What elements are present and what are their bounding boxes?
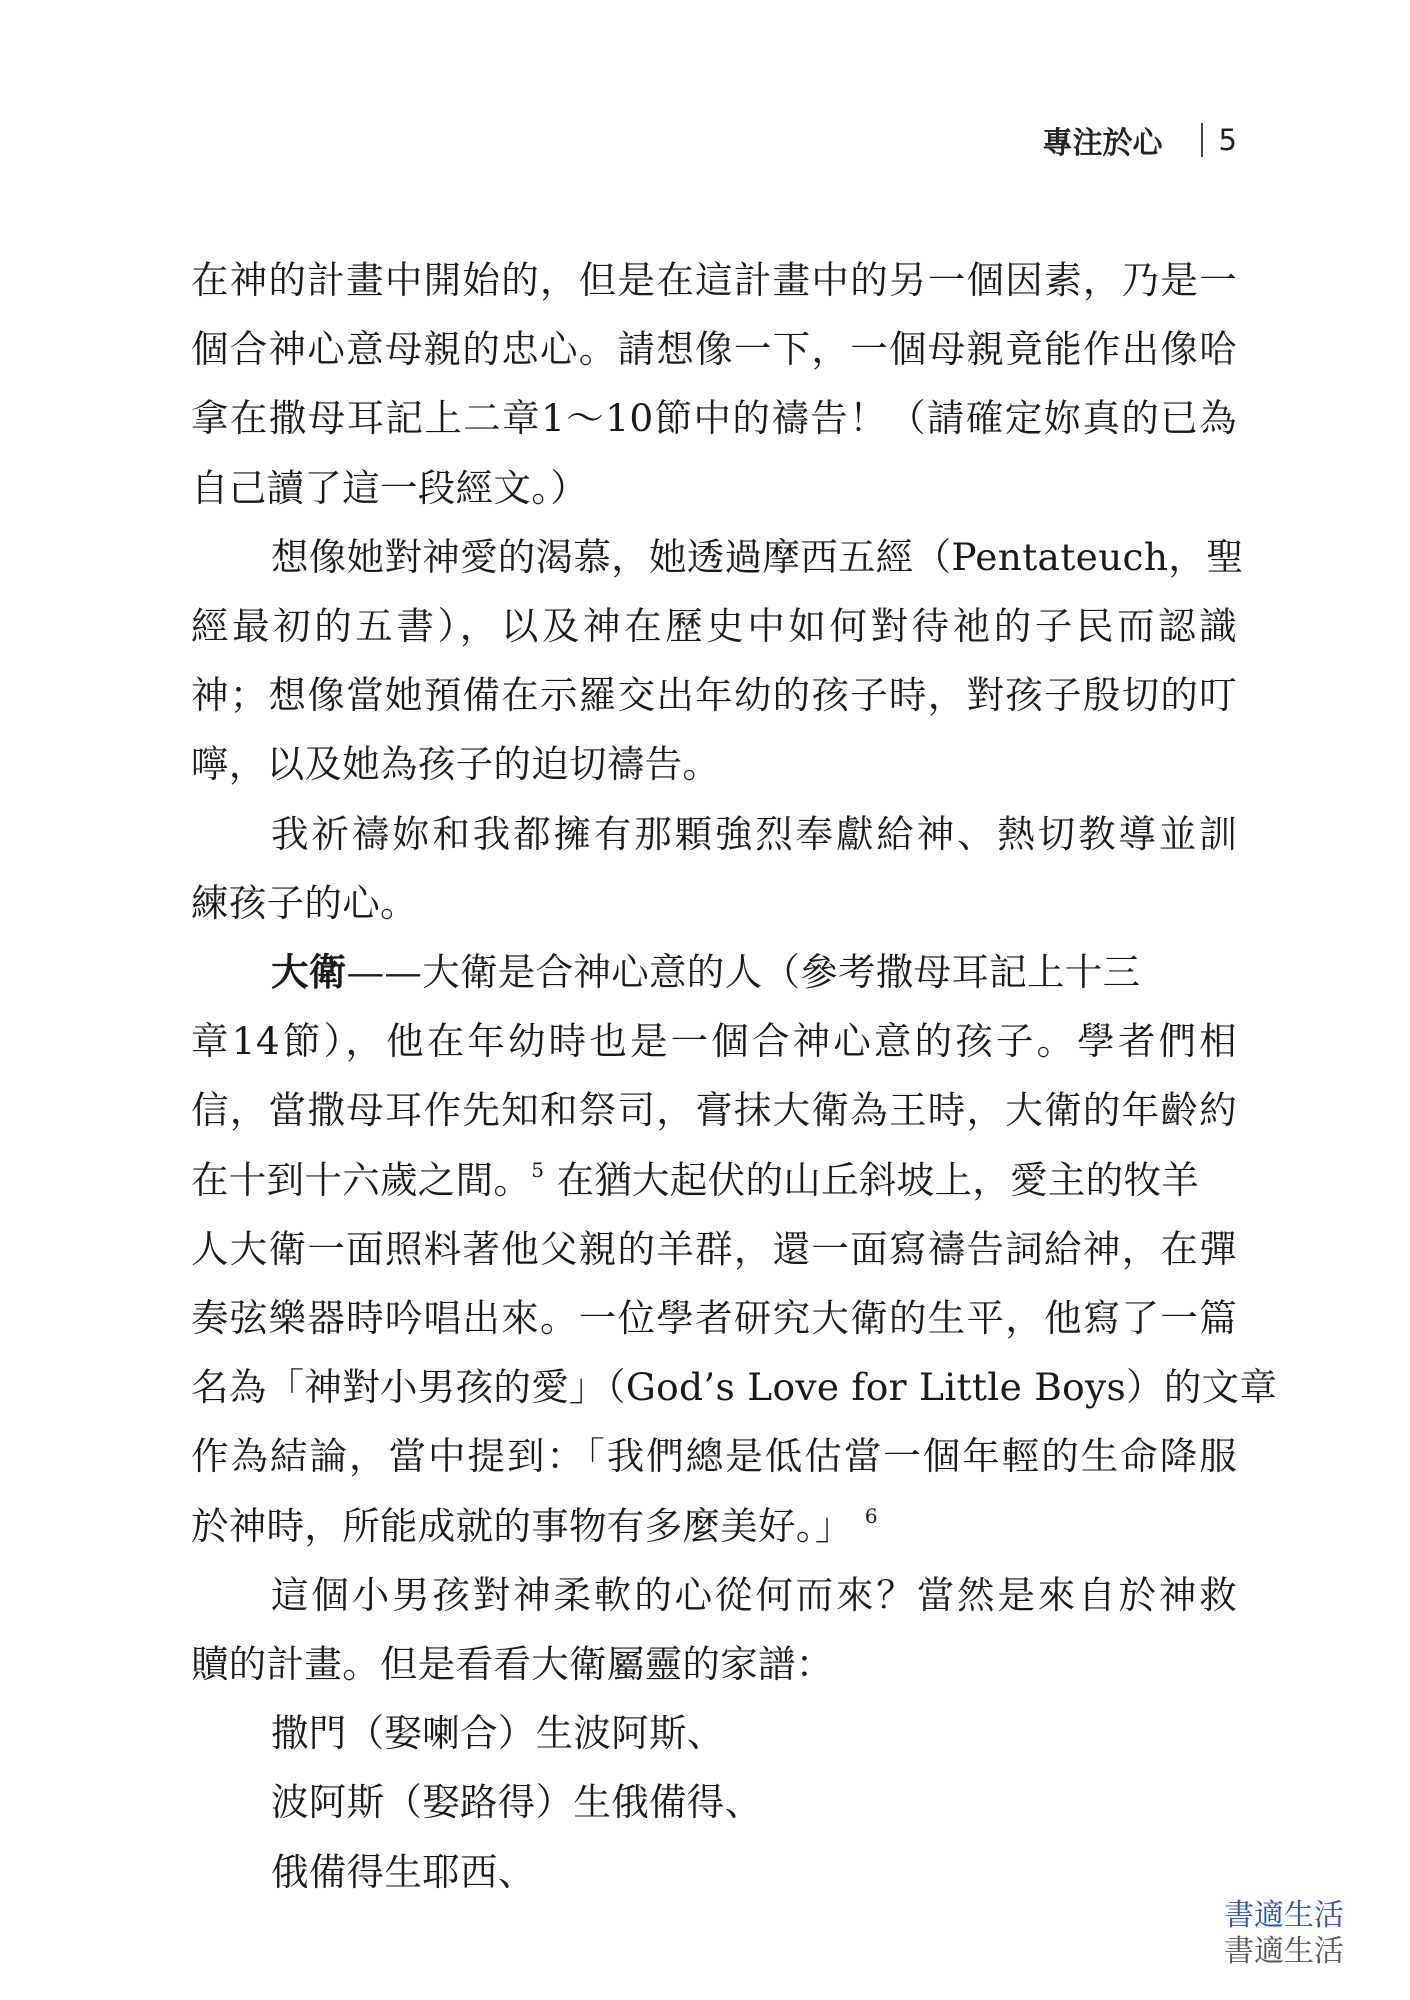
text-line: 經最初的五書），以及神在歷史中如何對待祂的子民而認識 bbox=[191, 604, 1237, 649]
paragraph-5 bbox=[191, 1561, 1237, 1699]
running-header bbox=[1043, 118, 1237, 162]
text-line: 這個小男孩對神柔軟的心從何而來？當然是來自於神救 bbox=[271, 1572, 1237, 1617]
text-line: 作為結論，當中提到：「我們總是低估當一個年輕的生命降服 bbox=[191, 1434, 1237, 1479]
publisher-watermark bbox=[1224, 1898, 1344, 1970]
genealogy-line: 波阿斯（娶路得）生俄備得、 bbox=[271, 1780, 763, 1825]
text-line-rest: ——大衛是合神心意的人（參考撒母耳記上十三 bbox=[346, 950, 1141, 995]
page-body bbox=[191, 246, 1278, 1907]
paragraph-1 bbox=[191, 246, 1237, 523]
text-line: 奏弦樂器時吟唱出來。一位學者研究大衛的生平，他寫了一篇 bbox=[191, 1296, 1237, 1341]
text-line: 拿在撒母耳記上二章1～10節中的禱告！（請確定妳真的已為 bbox=[191, 396, 1237, 441]
paragraph-3 bbox=[191, 800, 1237, 938]
genealogy-line: 撒門（娶喇合）生波阿斯、 bbox=[271, 1711, 725, 1756]
text-line-start: 於神時，所能成就的事物有多麼美好。」 bbox=[191, 1503, 853, 1548]
text-line: 自己讀了這一段經文。） bbox=[191, 465, 589, 510]
text-line bbox=[191, 1492, 1237, 1561]
text-line: 信，當撒母耳作先知和祭司，膏抹大衛為王時，大衛的年齡約 bbox=[191, 1088, 1237, 1133]
text-line: 我祈禱妳和我都擁有那顆強烈奉獻給神、熱切教導並訓 bbox=[271, 811, 1237, 856]
watermark-line-1: 書適生活 bbox=[1224, 1898, 1344, 1933]
header-divider bbox=[1201, 123, 1203, 157]
genealogy-list bbox=[191, 1699, 1237, 1907]
text-line: 贖的計畫。但是看看大衛屬靈的家譜： bbox=[191, 1642, 834, 1687]
text-line bbox=[191, 1146, 1237, 1215]
genealogy-line: 俄備得生耶西、 bbox=[271, 1849, 536, 1894]
text-line: 嚀，以及她為孩子的迫切禱告。 bbox=[191, 742, 721, 787]
text-line: 個合神心意母親的忠心。請想像一下，一個母親竟能作出像哈 bbox=[191, 327, 1237, 372]
text-line: 在神的計畫中開始的，但是在這計畫中的另一個因素，乃是一 bbox=[191, 258, 1237, 302]
paragraph-2 bbox=[191, 523, 1244, 800]
paragraph-4 bbox=[191, 938, 1278, 1561]
section-heading-david: 大衛 bbox=[271, 950, 347, 995]
text-line-start: 在十到十六歲之間。 bbox=[191, 1157, 532, 1202]
text-line: 名為「神對小男孩的愛」（God’s Love for Little Boys）的文章 bbox=[191, 1365, 1278, 1410]
text-line bbox=[191, 938, 1237, 1007]
text-line: 章14節），他在年幼時也是一個合神心意的孩子。學者們相 bbox=[191, 1019, 1237, 1064]
text-line: 人大衛一面照料著他父親的羊群，還一面寫禱告詞給神，在彈 bbox=[191, 1226, 1237, 1271]
page-number: 5 bbox=[1218, 123, 1237, 157]
footnote-ref-6: 6 bbox=[864, 1503, 878, 1528]
text-line: 神；想像當她預備在示羅交出年幼的孩子時，對孩子殷切的叮 bbox=[191, 673, 1237, 718]
footnote-ref-5: 5 bbox=[531, 1157, 545, 1182]
watermark-line-2: 書適生活 bbox=[1224, 1934, 1344, 1969]
chapter-title: 專注於心 bbox=[1042, 126, 1163, 161]
text-line: 練孩子的心。 bbox=[191, 880, 418, 925]
text-line: 想像她對神愛的渴慕，她透過摩西五經（Pentateuch，聖 bbox=[271, 534, 1244, 579]
text-line-rest: 在猶大起伏的山丘斜坡上，愛主的牧羊 bbox=[544, 1157, 1200, 1202]
